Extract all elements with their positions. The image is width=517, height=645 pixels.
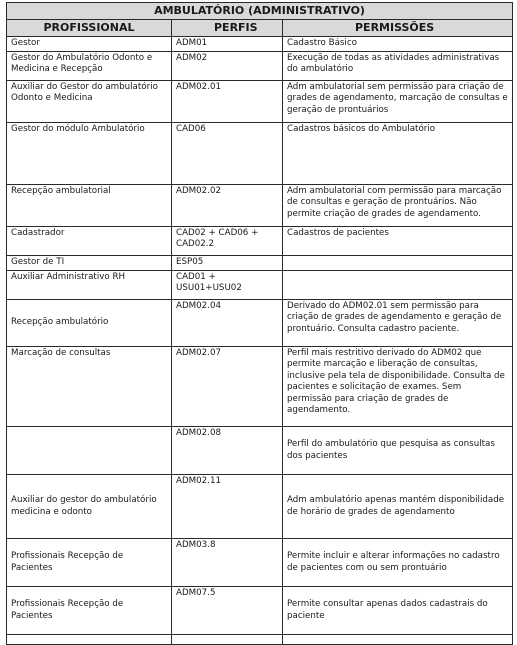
cell-permissoes: Adm ambulatorial sem permissão para criação de grades de agendamento, marcação de consultas e geração de prontuários [283, 81, 513, 123]
table-row [7, 587, 513, 635]
table-row [7, 347, 513, 427]
cell-perfis: CAD02 + CAD06 + CAD02.2 [172, 227, 283, 256]
cell-permissoes: Permite incluir e alterar informações no cadastro de pacientes com ou sem prontuário [283, 539, 513, 587]
cell-profissional: Cadastrador [7, 227, 172, 256]
table-row [7, 52, 513, 81]
cell-profissional [7, 427, 172, 475]
table-row [7, 37, 513, 52]
cell-permissoes: Perfil mais restritivo derivado do ADM02 que permite marcação e liberação de consultas, inclusive pela tela de disponibilidade. Consulta de pacientes e solicitação de exames. Sem permissão para criação de grades de agendamento. [283, 347, 513, 427]
cell-perfis: CAD01 + USU01+USU02 [172, 271, 283, 300]
table-row [7, 81, 513, 123]
cell-permissoes [283, 635, 513, 645]
column-header-permissoes: PERMISSÕES [283, 20, 513, 37]
column-header-perfis: PERFIS [172, 20, 283, 37]
table-row [7, 185, 513, 227]
table-row [7, 475, 513, 539]
cell-permissoes [283, 271, 513, 300]
table-header-row [7, 20, 513, 37]
cell-perfis: ADM02.07 [172, 347, 283, 427]
table-row [7, 227, 513, 256]
table-row [7, 539, 513, 587]
cell-perfis: ADM02.02 [172, 185, 283, 227]
cell-perfis: ADM02.11 [172, 475, 283, 539]
cell-perfis: ADM02.01 [172, 81, 283, 123]
cell-profissional: Gestor do Ambulatório Odonto e Medicina e Recepção [7, 52, 172, 81]
cell-perfis: ADM02.08 [172, 427, 283, 475]
table-row [7, 427, 513, 475]
table-title-row [7, 3, 513, 20]
table-row [7, 271, 513, 300]
cell-profissional: Profissionais Recepção de Pacientes [7, 587, 172, 635]
cell-permissoes: Perfil do ambulatório que pesquisa as consultas dos pacientes [283, 427, 513, 475]
cell-perfis [172, 635, 283, 645]
cell-permissoes: Cadastros básicos do Ambulatório [283, 123, 513, 185]
table-row [7, 300, 513, 347]
cell-profissional: Profissionais Recepção de Pacientes [7, 539, 172, 587]
cell-profissional: Auxiliar Administrativo RH [7, 271, 172, 300]
cell-perfis: CAD06 [172, 123, 283, 185]
cell-permissoes: Adm ambulatorial com permissão para marcação de consultas e geração de prontuários. Não permite criação de grades de agendamento. [283, 185, 513, 227]
cell-permissoes: Execução de todas as atividades administrativas do ambulatório [283, 52, 513, 81]
cell-permissoes: Cadastros de pacientes [283, 227, 513, 256]
cell-permissoes: Cadastro Básico [283, 37, 513, 52]
cell-permissoes [283, 256, 513, 271]
cell-profissional: Gestor [7, 37, 172, 52]
cell-profissional: Recepção ambulatorial [7, 185, 172, 227]
cell-profissional: Gestor de TI [7, 256, 172, 271]
cell-profissional: Marcação de consultas [7, 347, 172, 427]
cell-profissional: Recepção ambulatório [7, 300, 172, 347]
cell-perfis: ADM07.5 [172, 587, 283, 635]
cell-profissional [7, 635, 172, 645]
cell-profissional: Gestor do módulo Ambulatório [7, 123, 172, 185]
cell-profissional: Auxiliar do gestor do ambulatório medicina e odonto [7, 475, 172, 539]
cell-permissoes: Permite consultar apenas dados cadastrais do paciente [283, 587, 513, 635]
cell-perfis: ESP05 [172, 256, 283, 271]
permissions-table [6, 2, 513, 645]
cell-perfis: ADM03.8 [172, 539, 283, 587]
column-header-profissional: PROFISSIONAL [7, 20, 172, 37]
table-row [7, 635, 513, 645]
cell-profissional: Auxiliar do Gestor do ambulatório Odonto e Medicina [7, 81, 172, 123]
table-title: AMBULATÓRIO (ADMINISTRATIVO) [7, 3, 513, 20]
cell-perfis: ADM02 [172, 52, 283, 81]
table-row [7, 256, 513, 271]
cell-perfis: ADM02.04 [172, 300, 283, 347]
cell-permissoes: Adm ambulatório apenas mantém disponibilidade de horário de grades de agendamento [283, 475, 513, 539]
table-row [7, 123, 513, 185]
cell-permissoes: Derivado do ADM02.01 sem permissão para criação de grades de agendamento e geração de prontuário. Consulta cadastro paciente. [283, 300, 513, 347]
cell-perfis: ADM01 [172, 37, 283, 52]
